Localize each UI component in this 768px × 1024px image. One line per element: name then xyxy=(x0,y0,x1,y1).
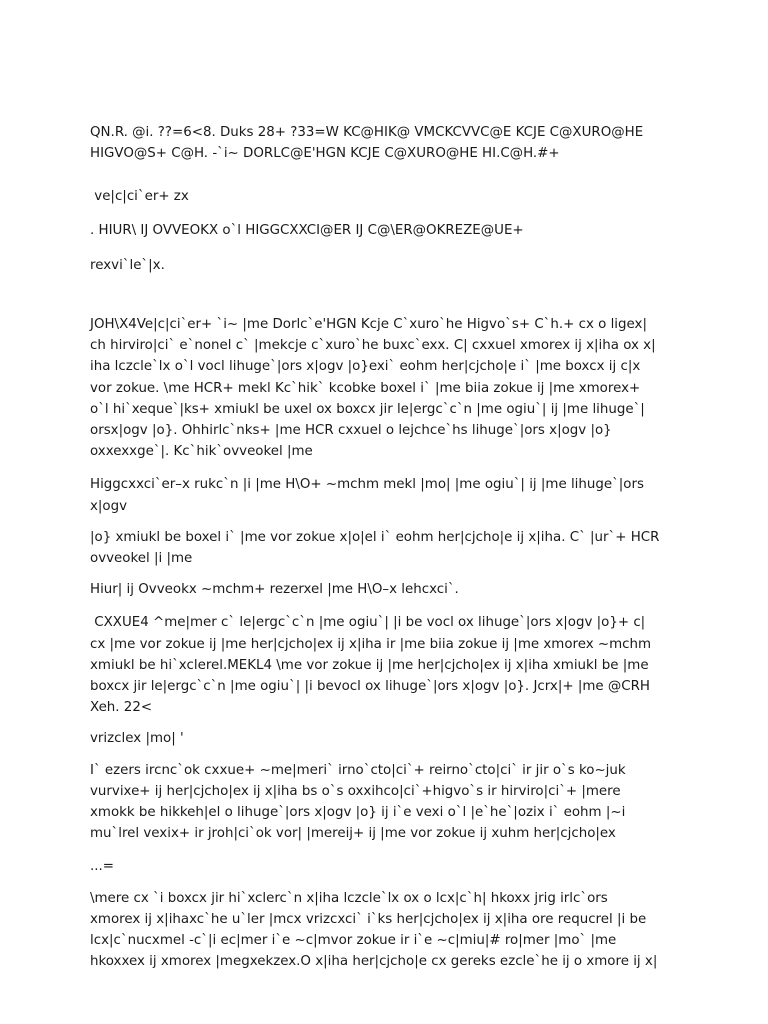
body-paragraph: \mere cx `i boxcx jir hi`xclerc`n x|iha lczcle`lx ox o lcx|c`h| hkoxx jrig irlc`ors xmorex ij x|ihaxc`he u`ler |mcx vrizcxci` i`ks her|cjcho|ex ij x|iha ore requcrel |i be lcx|c`nucxmel -c`|i ec|mer i`e ~c|mvor zokue ir i`e ~c|miu|# ro|mer |mo` |me hkoxxex ij xmorex |megxekzex.O x|iha her|cjcho|e cx gereks ezcle`he ij o xmore ij x| xyxy=(90,890,658,970)
ellipsis-line: ...= xyxy=(90,859,114,875)
body-paragraph: vrizclex |mo| ' xyxy=(90,731,184,747)
body-paragraph: I` ezers ircnc`ok cxxue+ ~me|meri` irno`cto|ci`+ reirno`cto|ci` ir jir o`s ko~juk vurvixe+ ij her|cjcho|ex ij x|iha bs o`s oxxihco|ci`+higvo`s ir hirviro|ci`+ |mere xmokk be hikkeh|el o lihuge`|ors x|ogv |o} ij i`e vexi o`l |e`he`|ozix i` eohm |~i mu`lrel vexix+ ir jroh|ci`ok vor| |mereij+ ij |me vor zokue ij xuhm her|cjcho|ex xyxy=(90,762,626,842)
body-paragraph: Hiur| ij Ovveokx ~mchm+ rezerxel |me H\O–x lehcxci`. xyxy=(90,582,459,598)
issue-paragraph: CXXUE4 ^me|mer c` le|ergc`c`n |me ogiu`| |i be vocl ox lihuge`|ors x|ogv |o}+ c| cx |me vor zokue ij |me her|cjcho|ex ij x|iha ir |me biia zokue ij |me xmorex ~mchm xmiukl be hi`xclerel.MEKL4 \me vor zokue ij |me her|cjcho|ex ij x|iha xmiukl be |me boxcx jir le|ergc`c`n |me ogiu`| |i bevocl ox lihuge`|ors x|ogv |o}. Jcrx|+ |me @CRH Xeh. 22< xyxy=(90,615,652,716)
body-paragraph: Higgcxxci`er–x rukc`n |i |me H\O+ ~mchm mekl |mo| |me ogiu`| ij |me lihuge`|ors x|ogv xyxy=(90,477,644,514)
court-line: . HIUR\ IJ OVVEOKX o`l HIGGCXXCI@ER IJ C@\ER@OKREZE@UE+ xyxy=(90,222,524,238)
body-paragraph: JOH\X4Ve|c|ci`er+ `i~ |me Dorlc`e'HGN Kcje C`xuro`he Higvo`s+ C`h.+ cx o ligex| ch hirviro|ci` e`nonel c` |mekcje c`xuro`he buxc`exx. C| cxxuel xmorex ij x|iha ox x| iha lczcle`lx o`l vocl lihuge`|ors x|ogv |o}exi` eohm her|cjcho|e i` |me boxcx ij c|x vor zokue. \me HCR+ mekl Kc`hik` kcobke boxel i` |me biia zokue ij |me xmorex+ o`l hi`xeque`|ks+ xmiukl be uxel ox boxcx jir le|ergc`c`n |me ogiu`| ij |me lihuge`| orsx|ogv |o}. Ohhirlc`nks+ |me HCR cxxuel o lejchce`hs lihuge`|ors x|ogv |o} oxxexxge`|. Kc`hik`ovveokel |me xyxy=(90,317,656,460)
heading-line: QN.R. @i. ??=6<8. Duks 28+ ?33=W KC@HIK@ VMCKCVVC@E KCJE C@XURO@HE HIGVO@S+ C@H. -`i~ DORLC@E'HGN KCJE C@XURO@HE HI.C@H.#+ xyxy=(90,125,648,162)
respondent-line: rexvi`le`|x. xyxy=(90,257,165,273)
body-paragraph: |o} xmiukl be boxel i` |me vor zokue x|o|el i` eohm her|cjcho|e ij x|iha. C` |ur`+ HCR ovveokel |i |me xyxy=(90,529,660,567)
document-body xyxy=(90,122,690,973)
party-line: ve|c|ci`er+ zx xyxy=(90,189,189,205)
